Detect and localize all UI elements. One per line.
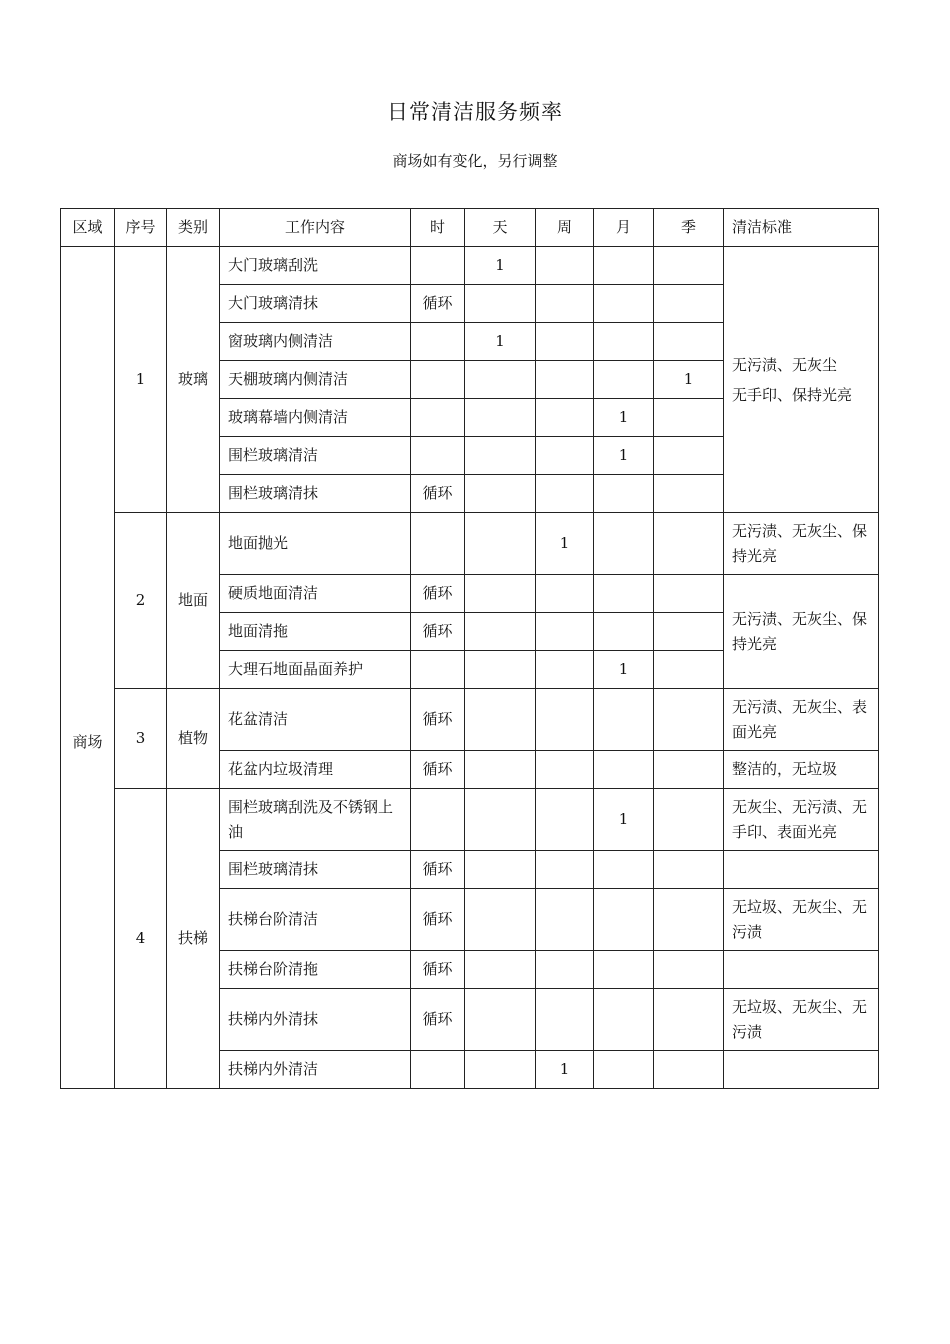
week-cell: 1 (536, 1051, 594, 1089)
standard-cell: 整洁的，无垃圾 (724, 751, 879, 789)
page-subtitle: 商场如有变化，另行调整 (392, 152, 558, 170)
month-cell: 1 (594, 651, 654, 689)
hour-cell (411, 361, 465, 399)
work-cell: 大门玻璃刮洗 (220, 247, 411, 285)
season-cell (654, 285, 724, 323)
hour-cell: 循环 (411, 851, 465, 889)
table-row (61, 247, 879, 285)
group-number: 2 (115, 513, 167, 689)
header-day: 天 (465, 209, 536, 247)
day-cell (465, 951, 536, 989)
table-row (61, 513, 879, 575)
month-cell (594, 613, 654, 651)
day-cell (465, 437, 536, 475)
standard-cell: 无灰尘、无污渍、无手印、表面光亮 (724, 789, 879, 851)
month-cell (594, 361, 654, 399)
work-cell: 玻璃幕墙内侧清洁 (220, 399, 411, 437)
week-cell (536, 751, 594, 789)
season-cell (654, 989, 724, 1051)
week-cell (536, 437, 594, 475)
cleaning-frequency-table (60, 208, 879, 1089)
week-cell (536, 613, 594, 651)
month-cell (594, 1051, 654, 1089)
season-cell (654, 323, 724, 361)
day-cell (465, 989, 536, 1051)
season-cell (654, 651, 724, 689)
table-row (61, 789, 879, 851)
standard-cell (724, 951, 879, 989)
header-row (61, 209, 879, 247)
day-cell (465, 513, 536, 575)
hour-cell: 循环 (411, 475, 465, 513)
header-area: 区域 (61, 209, 115, 247)
hour-cell (411, 247, 465, 285)
day-cell: 1 (465, 247, 536, 285)
header-no: 序号 (115, 209, 167, 247)
work-cell: 花盆清洁 (220, 689, 411, 751)
standard-cell: 无污渍、无灰尘、保持光亮 (724, 575, 879, 689)
season-cell (654, 475, 724, 513)
season-cell: 1 (654, 361, 724, 399)
work-cell: 天棚玻璃内侧清洁 (220, 361, 411, 399)
week-cell: 1 (536, 513, 594, 575)
hour-cell: 循环 (411, 889, 465, 951)
month-cell (594, 989, 654, 1051)
season-cell (654, 399, 724, 437)
group-category: 植物 (167, 689, 220, 789)
work-cell: 扶梯台阶清拖 (220, 951, 411, 989)
week-cell (536, 323, 594, 361)
work-cell: 大理石地面晶面养护 (220, 651, 411, 689)
group-category: 地面 (167, 513, 220, 689)
month-cell (594, 889, 654, 951)
page-title: 日常清洁服务频率 (387, 100, 563, 124)
area-cell: 商场 (61, 247, 115, 1089)
table-row (61, 689, 879, 751)
month-cell (594, 285, 654, 323)
season-cell (654, 513, 724, 575)
month-cell: 1 (594, 437, 654, 475)
hour-cell (411, 651, 465, 689)
week-cell (536, 851, 594, 889)
season-cell (654, 437, 724, 475)
hour-cell (411, 1051, 465, 1089)
month-cell (594, 951, 654, 989)
header-standard: 清洁标准 (724, 209, 879, 247)
month-cell: 1 (594, 789, 654, 851)
hour-cell (411, 323, 465, 361)
week-cell (536, 399, 594, 437)
hour-cell: 循环 (411, 575, 465, 613)
standard-cell: 无垃圾、无灰尘、无污渍 (724, 989, 879, 1051)
header-hour: 时 (411, 209, 465, 247)
week-cell (536, 689, 594, 751)
standard-cell: 无垃圾、无灰尘、无污渍 (724, 889, 879, 951)
month-cell (594, 751, 654, 789)
week-cell (536, 789, 594, 851)
month-cell (594, 247, 654, 285)
work-cell: 围栏玻璃清洁 (220, 437, 411, 475)
season-cell (654, 1051, 724, 1089)
hour-cell (411, 513, 465, 575)
hour-cell: 循环 (411, 989, 465, 1051)
week-cell (536, 889, 594, 951)
day-cell (465, 361, 536, 399)
day-cell (465, 399, 536, 437)
day-cell (465, 1051, 536, 1089)
group-category: 扶梯 (167, 789, 220, 1089)
hour-cell: 循环 (411, 285, 465, 323)
day-cell: 1 (465, 323, 536, 361)
day-cell (465, 475, 536, 513)
season-cell (654, 247, 724, 285)
day-cell (465, 651, 536, 689)
season-cell (654, 951, 724, 989)
header-month: 月 (594, 209, 654, 247)
standard-line: 无手印、保持光亮 (732, 385, 853, 404)
week-cell (536, 989, 594, 1051)
month-cell (594, 851, 654, 889)
season-cell (654, 613, 724, 651)
season-cell (654, 851, 724, 889)
header-season: 季 (654, 209, 724, 247)
header-category: 类别 (167, 209, 220, 247)
month-cell: 1 (594, 399, 654, 437)
week-cell (536, 951, 594, 989)
work-cell: 围栏玻璃清抹 (220, 475, 411, 513)
hour-cell: 循环 (411, 613, 465, 651)
month-cell (594, 513, 654, 575)
work-cell: 围栏玻璃清抹 (220, 851, 411, 889)
day-cell (465, 613, 536, 651)
month-cell (594, 475, 654, 513)
standard-cell: 无污渍、无灰尘、保持光亮 (724, 513, 879, 575)
week-cell (536, 575, 594, 613)
hour-cell: 循环 (411, 951, 465, 989)
month-cell (594, 689, 654, 751)
group-number: 4 (115, 789, 167, 1089)
season-cell (654, 751, 724, 789)
standard-cell (724, 247, 879, 513)
group-category: 玻璃 (167, 247, 220, 513)
season-cell (654, 889, 724, 951)
work-cell: 扶梯内外清抹 (220, 989, 411, 1051)
header-week: 周 (536, 209, 594, 247)
standard-cell (724, 851, 879, 889)
work-cell: 花盆内垃圾清理 (220, 751, 411, 789)
day-cell (465, 789, 536, 851)
group-number: 3 (115, 689, 167, 789)
hour-cell: 循环 (411, 689, 465, 751)
week-cell (536, 285, 594, 323)
day-cell (465, 689, 536, 751)
hour-cell (411, 789, 465, 851)
work-cell: 扶梯内外清洁 (220, 1051, 411, 1089)
season-cell (654, 689, 724, 751)
week-cell (536, 247, 594, 285)
day-cell (465, 889, 536, 951)
standard-cell (724, 1051, 879, 1089)
month-cell (594, 575, 654, 613)
work-cell: 硬质地面清洁 (220, 575, 411, 613)
standard-cell: 无污渍、无灰尘、表面光亮 (724, 689, 879, 751)
work-cell: 扶梯台阶清洁 (220, 889, 411, 951)
work-cell: 窗玻璃内侧清洁 (220, 323, 411, 361)
month-cell (594, 323, 654, 361)
week-cell (536, 651, 594, 689)
work-cell: 地面清拖 (220, 613, 411, 651)
week-cell (536, 475, 594, 513)
work-cell: 围栏玻璃刮洗及不锈钢上油 (220, 789, 411, 851)
hour-cell (411, 399, 465, 437)
day-cell (465, 851, 536, 889)
hour-cell (411, 437, 465, 475)
day-cell (465, 575, 536, 613)
hour-cell: 循环 (411, 751, 465, 789)
group-number: 1 (115, 247, 167, 513)
standard-line: 无污渍、无灰尘 (732, 355, 838, 374)
day-cell (465, 751, 536, 789)
header-work: 工作内容 (220, 209, 411, 247)
work-cell: 地面抛光 (220, 513, 411, 575)
season-cell (654, 575, 724, 613)
season-cell (654, 789, 724, 851)
day-cell (465, 285, 536, 323)
work-cell: 大门玻璃清抹 (220, 285, 411, 323)
week-cell (536, 361, 594, 399)
